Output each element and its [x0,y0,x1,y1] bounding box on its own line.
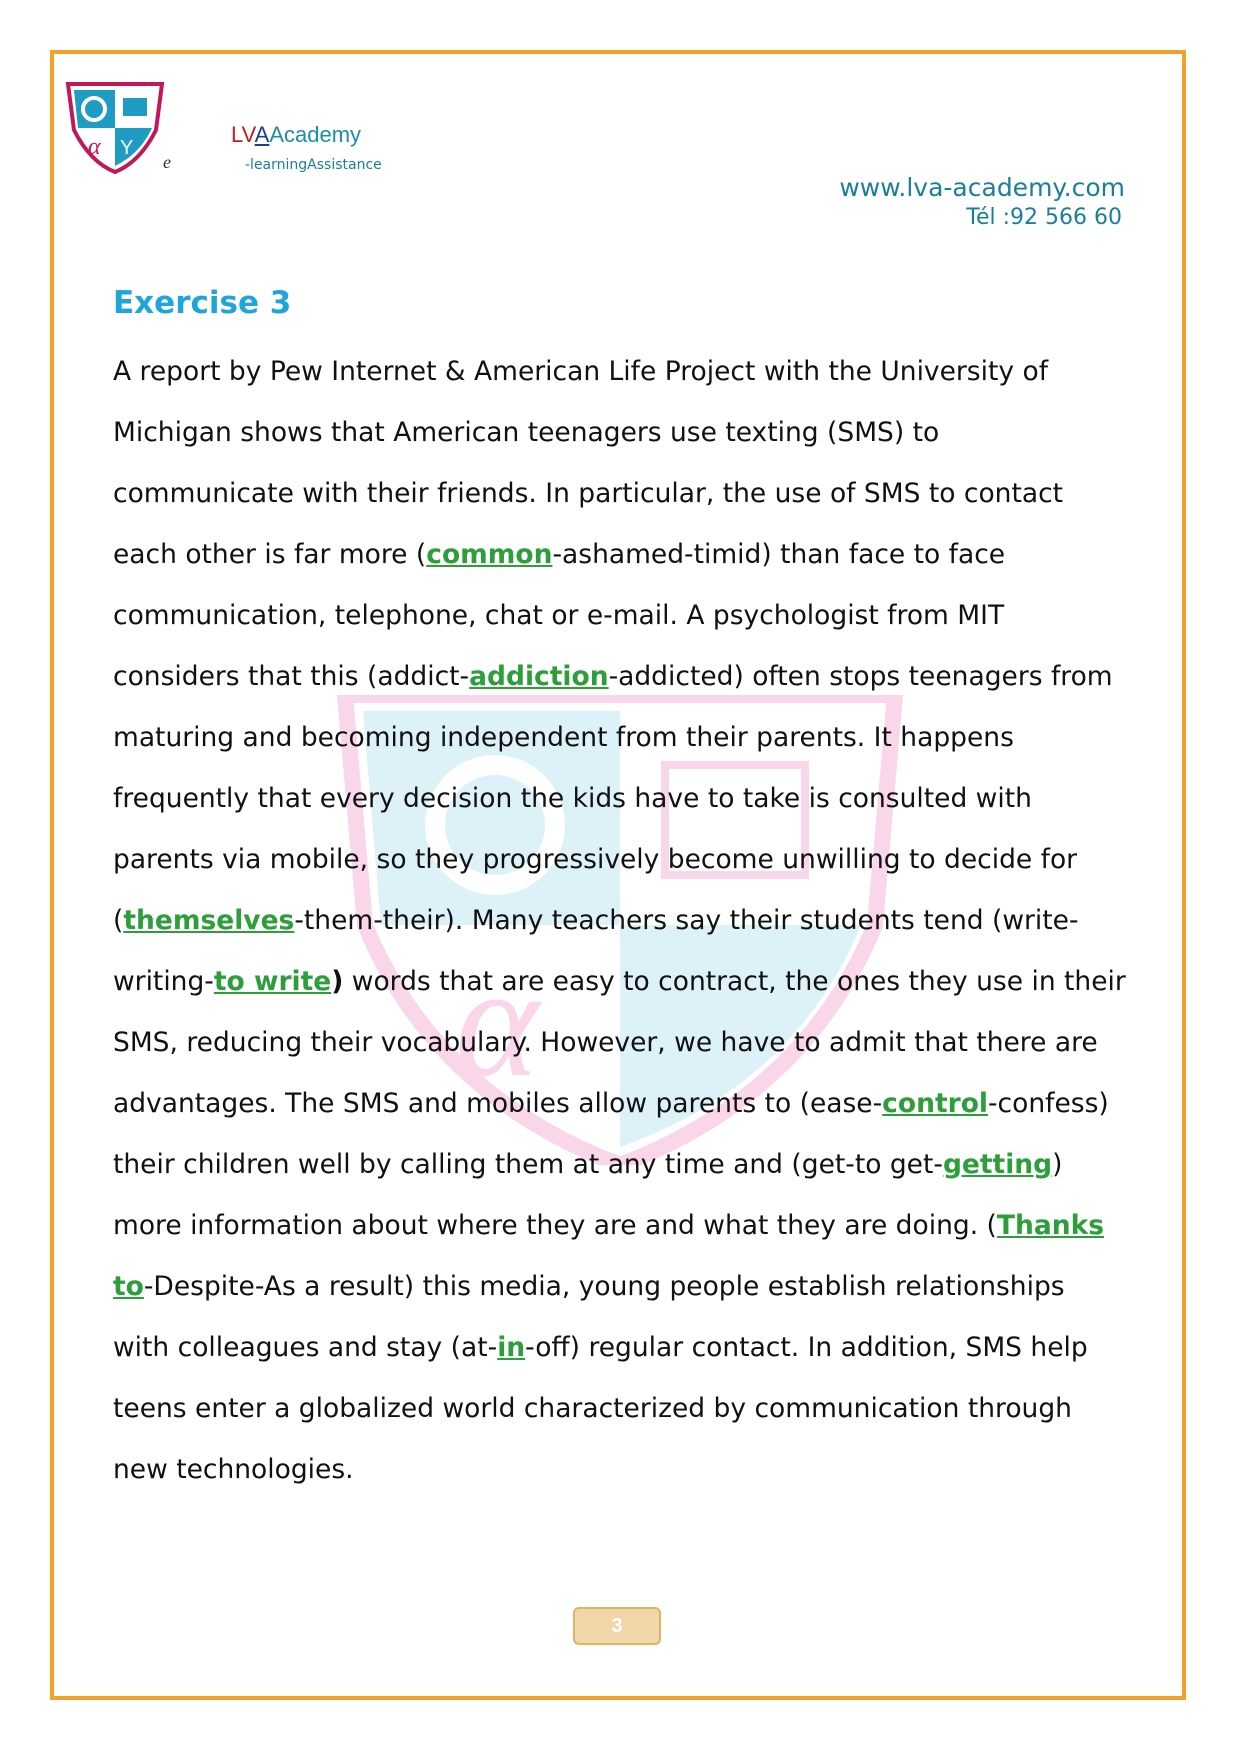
answer-themselves: themselves [123,905,295,936]
lva-logo-icon [60,80,170,175]
answer-addiction: addiction [469,661,609,692]
text-segment: words that are easy to contract, the ones they use in their SMS, reducing their vocabulary. However, we have to admit that there are advantages. The SMS and mobiles allow parents to (ease- [113,966,1126,1119]
text-segment: -off) regular contact. In addition, SMS help teens enter a globalized world characterized by communication through new technologies. [113,1332,1088,1485]
text-segment: ) more information about where they are and what they are doing. ( [113,1149,1063,1241]
answer-to-write: to write [213,966,332,997]
answer-thanks-to: Thanks to [113,1210,1104,1302]
text-segment: -them-their). Many teachers say their students tend (write-writing- [113,905,1079,997]
answer-control: control [882,1088,988,1119]
brand-academy: Academy [269,122,362,147]
text-segment: -addicted) often stops teenagers from maturing and becoming independent from their parents. It happens frequently that every decision the kids have to take is consulted with parents via mobile, so they progressively become unwilling to decide for ( [113,661,1113,936]
e-mark: e [163,152,171,172]
svg-text:α: α [88,134,101,160]
brand-lv: LV [231,122,255,147]
answer-common: common [426,539,553,570]
text-segment: A report by Pew Internet & American Life Project with the University of Michigan shows that American teenagers use texting (SMS) to communicate with their friends. In particular, the use of SMS to contact each other is far more ( [113,356,1064,570]
text-segment: -confess) their children well by calling them at any time and (get-to get- [113,1088,1109,1180]
exercise-text [113,341,1128,1500]
brand-a: A [254,122,270,147]
page-number: 3 [573,1607,661,1645]
brand-tagline: -learningAssistance [245,157,382,173]
svg-text:α: α [455,932,539,1110]
text-segment: -Despite-As a result) this media, young people establish relationships with colleagues and stay (at- [113,1271,1065,1363]
text-segment: -ashamed-timid) than face to face communication, telephone, chat or e-mail. A psychologist from MIT considers that this (addict- [113,539,1006,692]
svg-text:Y: Y [120,137,134,159]
text-segment: ) [331,966,344,997]
phone-number: Tél :92 566 60 [966,205,1122,230]
website-link[interactable]: www.lva-academy.com [839,173,1125,202]
answer-getting: getting [942,1149,1053,1180]
brand-name [231,122,361,148]
answer-in: in [497,1332,526,1363]
exercise-title: Exercise 3 [113,285,292,321]
